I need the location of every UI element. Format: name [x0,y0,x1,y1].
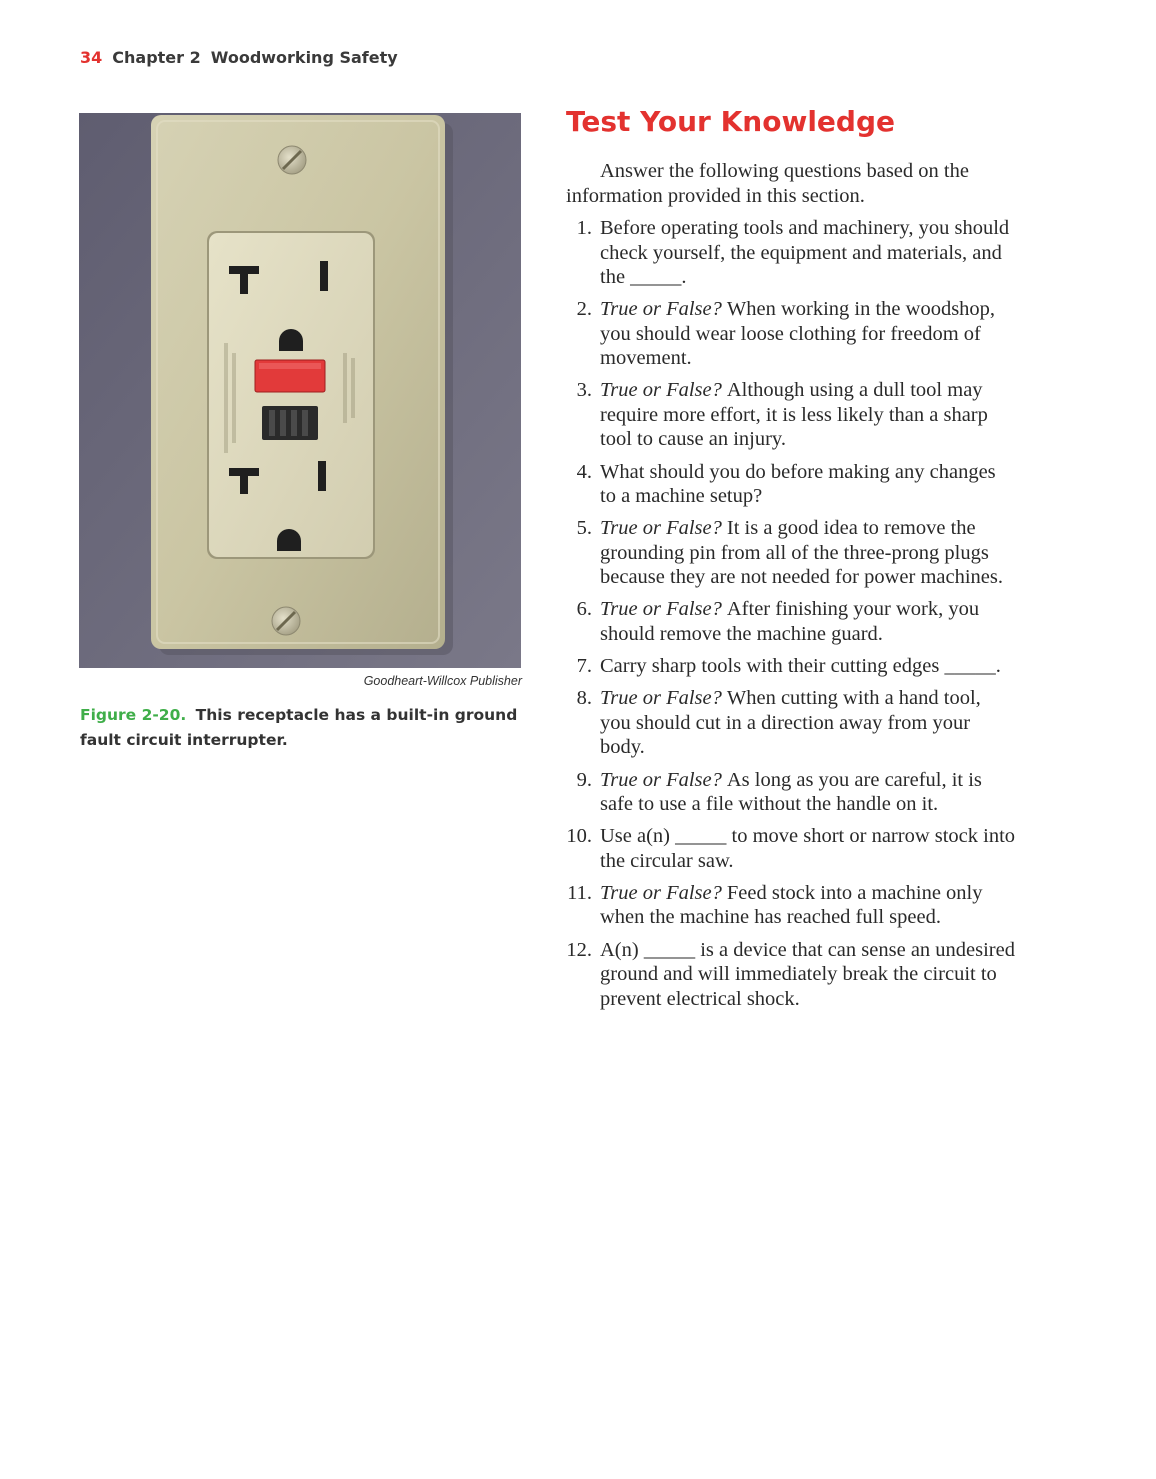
question-item [566,768,1016,817]
question-item [566,460,1016,509]
question-text: Use a(n) _____ to move short or narrow stock into the circular saw. [600,825,1016,872]
chapter-title: Woodworking Safety [210,48,398,67]
true-false-label: True or False? [600,517,722,540]
question-item [566,881,1016,930]
question-text: When cutting with a hand tool, you should cut in a direction away from your body. [600,687,981,759]
question-item [566,654,1016,679]
question-number: 10. [566,825,592,848]
question-number: 1. [576,217,592,239]
question-number: 4. [576,460,592,483]
question-text: A(n) _____ is a device that can sense an undesired ground and will immediately break the circuit to prevent electrical shock. [600,938,1015,1010]
running-head [80,48,398,67]
question-number: 9. [576,768,592,791]
question-number: 3. [576,379,592,402]
question-item [566,216,1016,290]
section-intro: Answer the following questions based on the information provided in this section. [566,160,969,207]
question-item [566,597,1016,646]
page-number: 34 [80,48,103,67]
photo-credit: Goodheart-Willcox Publisher [363,674,522,688]
bottom-screw-icon [272,607,300,635]
question-text: Feed stock into a machine only when the machine has reached full speed. [600,881,983,929]
question-item [566,297,1016,371]
question-number: 5. [576,517,592,540]
question-number: 2. [576,298,592,321]
question-item [566,824,1016,873]
true-false-label: True or False? [600,881,722,904]
figure-label: Figure 2-20. [80,706,187,724]
question-text: When working in the woodshop, you should wear loose clothing for freedom of movement. [600,298,996,370]
chapter-label: Chapter 2 [112,48,201,67]
question-text: After finishing your work, you should remove the machine guard. [600,598,980,645]
gfci-receptacle-photo [79,113,521,668]
question-number: 11. [567,881,592,904]
section-heading: Test Your Knowledge [566,105,895,138]
question-item [566,938,1016,1012]
top-screw-icon [278,146,306,174]
true-false-label: True or False? [600,598,722,621]
question-text: What should you do before making any changes to a machine setup? [600,460,996,508]
true-false-label: True or False? [600,379,722,402]
question-text: Before operating tools and machinery, you should check yourself, the equipment and materials, and the _____. [600,217,1010,288]
true-false-label: True or False? [600,687,722,710]
figure-caption-text: This receptacle has a built-in ground fault circuit interrupter. [80,706,518,749]
question-number: 6. [576,598,592,621]
question-number: 8. [576,687,592,710]
figure-caption [80,703,520,753]
question-item [566,378,1016,452]
question-text: Although using a dull tool may require more effort, it is less likely than a sharp tool to cause an injury. [600,379,988,451]
true-false-label: True or False? [600,768,722,791]
question-item [566,686,1016,760]
true-false-label: True or False? [600,298,722,321]
question-item [566,516,1016,590]
question-text: It is a good idea to remove the grounding pin from all of the three-prong plugs because they are not needed for power machines. [600,517,1003,589]
question-list [566,216,1016,1019]
question-text: As long as you are careful, it is safe to use a file without the handle on it. [600,768,982,815]
question-number: 7. [576,655,592,678]
question-text: Carry sharp tools with their cutting edges _____. [600,655,1001,678]
question-number: 12. [566,938,592,961]
